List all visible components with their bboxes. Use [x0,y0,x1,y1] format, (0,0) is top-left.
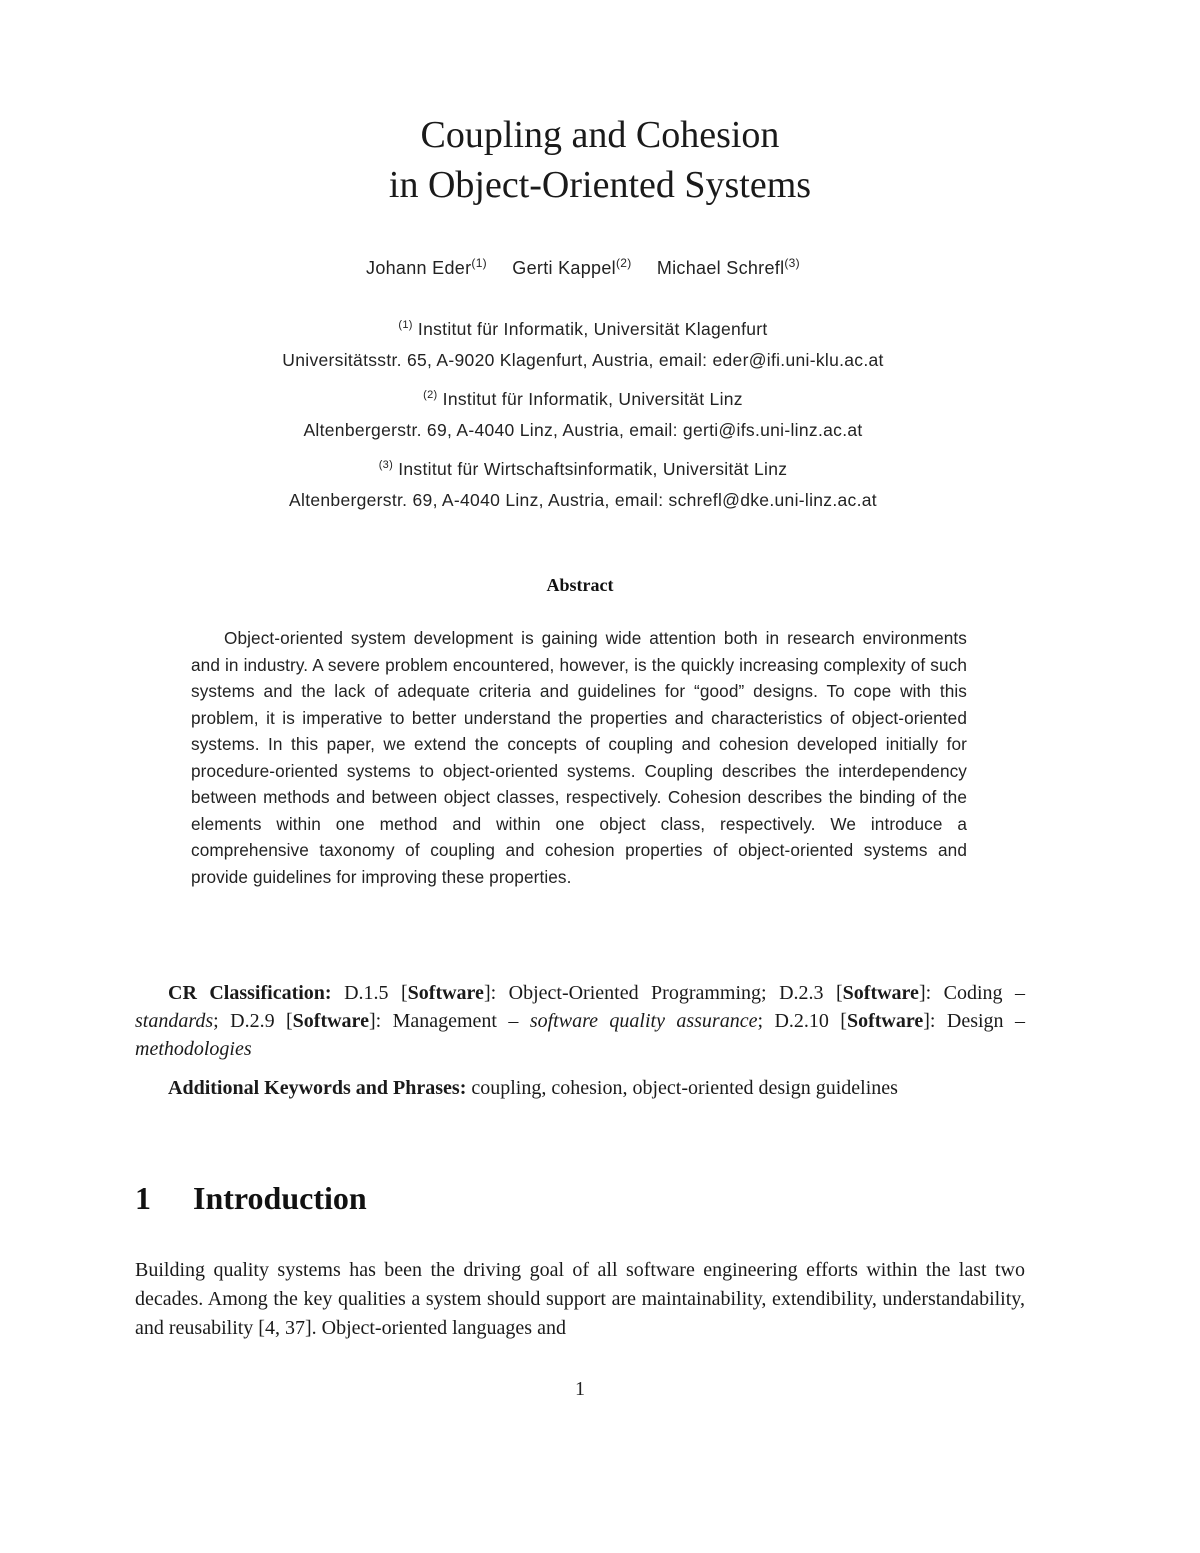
affiliation-line [0,413,1166,448]
body-paragraph: Building quality systems has been the driving goal of all software engineering efforts within the last two decades. Among the key qualities a system should support are maintainability, extendibility, understandability, and reusability [4, 37]. Object-oriented languages and [135,1259,1025,1339]
additional-keywords [135,1074,1025,1102]
affiliation-text: Altenbergerstr. 69, A-4040 Linz, Austria, email: gerti@ifs.uni-linz.ac.at [303,420,863,440]
affiliation-text: Institut für Wirtschaftsinformatik, Universität Linz [393,458,788,479]
cr-text: ]: Design – [923,1010,1025,1032]
affiliations [0,308,1166,518]
author-mark: (1) [471,256,487,270]
author-list [0,256,1166,279]
cr-text: ]: Management – [368,1010,530,1032]
cr-bold: Software [846,1010,924,1032]
affiliation-line [0,308,1166,343]
cr-italic: standards [135,1010,214,1032]
author [657,258,800,278]
section-number: 1 [135,1180,151,1216]
cr-classification-label: CR Classification: [168,982,332,1004]
affiliation-line [0,378,1166,413]
author-name: Johann Eder [366,258,472,278]
author [512,258,631,278]
cr-text: ]: Object-Oriented Programming; D.2.3 [ [483,982,843,1004]
title-line-2: in Object-Oriented Systems [388,164,812,206]
page-number: 1 [575,1378,585,1400]
cr-text: ; D.2.9 [ [213,1010,293,1032]
cr-italic: methodologies [135,1038,252,1060]
abstract-text: Object-oriented system development is gaining wide attention both in research environments and in industry. A severe problem encountered, however, is the quickly increasing complexity of such systems and the lack of adequate criteria and guidelines for “good” designs. To cope with this problem, it is imperative to better understand the properties and characteristics of object-oriented systems. In this paper, we extend the concepts of coupling and cohesion developed initially for procedure-oriented systems to object-oriented systems. Coupling describes the interdependency between methods and between object classes, respectively. Cohesion describes the binding of the elements within one method and within one object class, respectively. We introduce a comprehensive taxonomy of coupling and cohesion properties of object-oriented systems and provide guidelines for improving these properties. [191,628,967,887]
abstract-heading: Abstract [546,575,614,595]
affiliation-text: Altenbergerstr. 69, A-4040 Linz, Austria, email: schrefl@dke.uni-linz.ac.at [289,490,877,510]
author [366,258,487,278]
additional-keywords-label: Additional Keywords and Phrases: [168,1077,467,1099]
affiliation-text: Institut für Informatik, Universität Klagenfurt [412,318,768,339]
affiliation-mark: (2) [423,389,438,401]
section-heading [135,1180,367,1217]
affiliation-line [0,483,1166,518]
cr-text: ; D.2.10 [ [757,1010,847,1032]
author-name: Michael Schrefl [656,258,785,278]
affiliation-mark: (3) [378,459,394,471]
affiliation-mark: (1) [398,319,413,331]
affiliation-line [0,343,1166,378]
author-name: Gerti Kappel [512,258,616,278]
title-line-1: Coupling and Cohesion [420,114,780,156]
cr-text: D.1.5 [ [331,982,408,1004]
cr-bold: Software [407,982,484,1004]
cr-classification [135,979,1025,1063]
cr-text: ]: Coding – [918,982,1026,1004]
affiliation-text: Institut für Informatik, Universität Linz [437,388,743,409]
cr-bold: Software [842,982,919,1004]
paper-title [0,110,1200,210]
author-mark: (2) [615,256,632,270]
author-mark: (3) [784,256,800,270]
affiliation-text: Universitätsstr. 65, A-9020 Klagenfurt, Austria, email: eder@ifi.uni-klu.ac.at [282,350,884,370]
cr-italic: software quality assurance [529,1010,758,1032]
cr-bold: Software [292,1010,369,1032]
section-title: Introduction [193,1180,367,1216]
additional-keywords-text: coupling, cohesion, object-oriented design guidelines [466,1077,898,1099]
affiliation-line [0,448,1166,483]
